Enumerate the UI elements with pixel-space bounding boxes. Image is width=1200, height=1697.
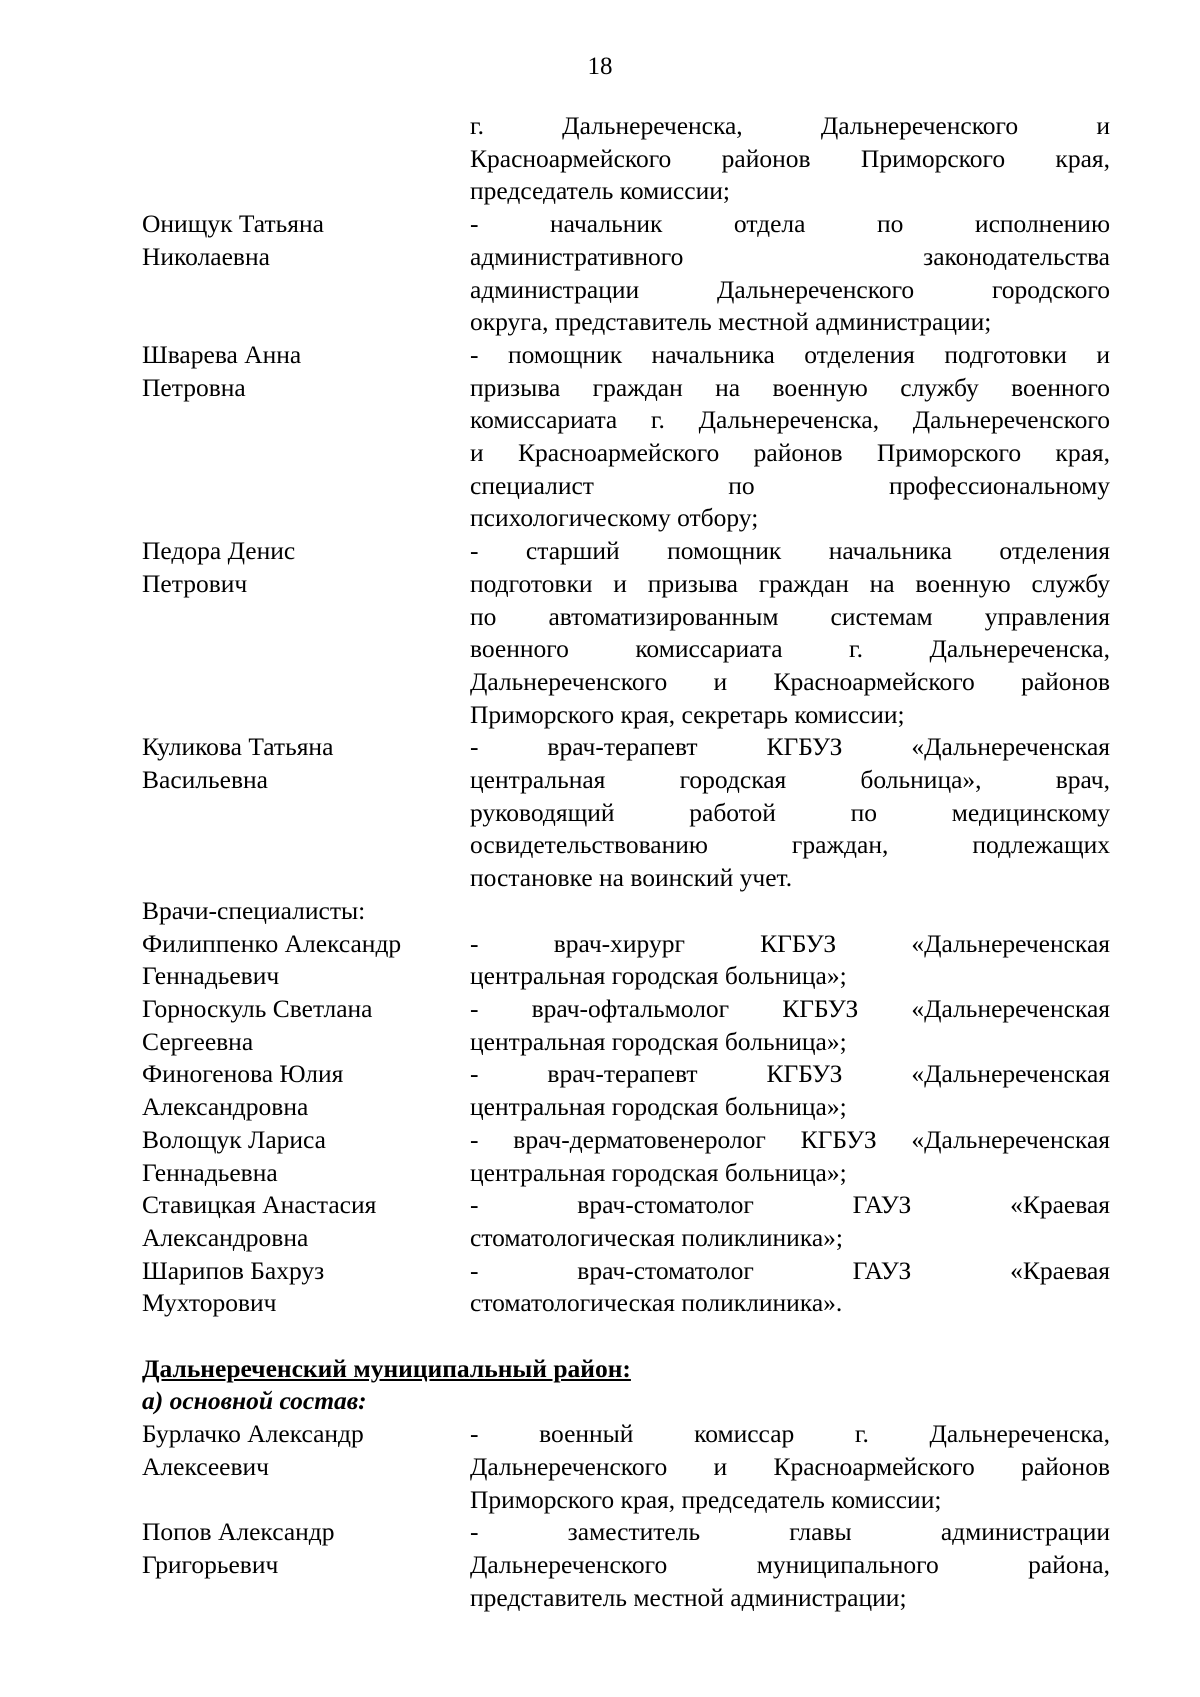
member-description-line: административного законодательства [470,241,1110,271]
member-name-line: Филиппенко Александр [142,928,402,958]
member-description-line: Дальнереченского и Красноармейского районов [470,1451,1110,1481]
member-description [470,1124,1110,1189]
member-description-line: - военный комиссар г. Дальнереченска, [470,1419,1110,1449]
subheading: а) основной состав: [142,1386,367,1416]
member-name-line: Волощук Лариса [142,1124,327,1154]
member-description [470,731,1110,895]
member-name-line: Григорьевич [142,1549,279,1579]
member-description-line: - начальник отдела по исполнению [470,209,1110,239]
member-description-line: - заместитель главы администрации [470,1517,1110,1547]
member-name-line: Попов Александр [142,1517,335,1547]
member-row [142,1189,1110,1254]
member-row [142,1418,1110,1516]
member-description-line: представитель местной администрации; [470,1582,907,1612]
member-description-line: Дальнереченского и Красноармейского районов [470,666,1110,696]
member-name [142,1189,470,1254]
member-description-line: стоматологическая поликлиника»; [470,1222,843,1252]
member-name-line: Александровна [142,1222,309,1252]
member-name-line: Мухторович [142,1288,277,1318]
member-name-line: Педора Денис [142,536,296,566]
member-name-line: Финогенова Юлия [142,1059,344,1089]
member-name [142,1058,470,1123]
member-description-line: психологическому отбору; [470,503,759,533]
member-row [142,1516,1110,1614]
member-description-line: руководящий работой по медицинскому [470,797,1110,827]
member-description-line: центральная городская больница»; [470,1157,847,1187]
member-name [142,535,470,731]
member-description [470,1255,1110,1320]
member-name-line: Петрович [142,568,248,598]
member-description-line: военного комиссариата г. Дальнереченска, [470,634,1110,664]
section-spacer [142,1320,1110,1353]
member-description-line: центральная городская больница», врач, [470,765,1110,795]
member-description-line: - врач-офтальмолог КГБУЗ «Дальнереченская [470,993,1110,1023]
member-row [142,731,1110,895]
member-name-line: Шварева Анна [142,339,302,369]
member-row [142,535,1110,731]
member-description-line: г. Дальнереченска, Дальнереченского и [470,111,1110,140]
member-description-line: призыва граждан на военную службу военного [470,372,1110,402]
member-row [142,1124,1110,1189]
member-description-line: - врач-стоматолог ГАУЗ «Краевая [470,1190,1110,1220]
member-description-line: комиссариата г. Дальнереченска, Дальнереченского [470,405,1110,435]
member-description-line: подготовки и призыва граждан на военную службу [470,568,1110,598]
member-description [470,1189,1110,1254]
specialists-group [142,928,1110,1320]
member-row [142,339,1110,535]
member-name-line: Сергеевна [142,1026,254,1056]
member-description-line: и Красноармейского районов Приморского края, [470,438,1110,468]
member-row [142,208,1110,339]
member-description-line: Приморского края, секретарь комиссии; [470,699,905,729]
member-name-line: Шарипов Бахруз [142,1255,325,1285]
member-description [470,1516,1110,1614]
member-description-line: - врач-хирург КГБУЗ «Дальнереченская [470,928,1110,958]
member-description-line: округа, представитель местной администрации; [470,307,992,337]
member-name-line: Ставицкая Анастасия [142,1190,377,1220]
member-name-line: Онищук Татьяна [142,209,324,239]
member-name-line: Геннадьевна [142,1157,278,1187]
member-name [142,1255,470,1320]
member-description-line: - врач-терапевт КГБУЗ «Дальнереченская [470,1059,1110,1089]
member-description-line: постановке на воинский учет. [470,863,793,893]
specialists-label-row [142,895,1110,928]
member-description [470,535,1110,731]
member-description-line: Дальнереченского муниципального района, [470,1549,1110,1579]
member-description-line: председатель комиссии; [470,176,730,206]
member-description [470,1418,1110,1516]
intro-name-placeholder [142,110,470,208]
member-description [470,208,1110,339]
member-name [142,1418,470,1516]
member-name-line: Васильевна [142,765,268,795]
member-name [142,928,470,993]
member-description-line: специалист по профессиональному [470,470,1110,500]
specialists-label: Врачи-специалисты: [142,895,366,925]
section-heading: Дальнереченский муниципальный район: [142,1353,631,1383]
member-row [142,1255,1110,1320]
member-name [142,993,470,1058]
member-description [470,928,1110,993]
member-name [142,208,470,339]
member-name [142,1124,470,1189]
member-description-line: - врач-дерматовенеролог КГБУЗ «Дальнереченская [470,1124,1110,1154]
member-name-line: Горноскуль Светлана [142,993,373,1023]
page-number: 18 [587,53,613,80]
intro-description [470,110,1110,208]
member-description-line: Красноармейского районов Приморского края, [470,143,1110,173]
member-description-line: администрации Дальнереченского городского [470,274,1110,304]
member-description [470,339,1110,535]
member-row [142,1058,1110,1123]
member-name-line: Александровна [142,1092,309,1122]
member-description [470,1058,1110,1123]
member-row [142,928,1110,993]
member-name [142,339,470,535]
member-name-line: Петровна [142,372,246,402]
member-description-line: - помощник начальника отделения подготовки и [470,339,1110,369]
member-description-line: центральная городская больница»; [470,1092,847,1122]
member-name [142,1516,470,1614]
member-row [142,993,1110,1058]
member-description-line: стоматологическая поликлиника». [470,1288,843,1318]
member-name-line: Алексеевич [142,1451,269,1481]
member-description-line: по автоматизированным системам управления [470,601,1110,631]
member-description-line: - врач-терапевт КГБУЗ «Дальнереченская [470,732,1110,762]
member-description-line: освидетельствованию граждан, подлежащих [470,830,1110,860]
member-name-line: Бурлачко Александр [142,1419,364,1449]
member-name-line: Геннадьевич [142,961,280,991]
member-description-line: центральная городская больница»; [470,961,847,991]
document-body [142,110,1110,1614]
member-description-line: Приморского края, председатель комиссии; [470,1484,942,1514]
member-description-line: центральная городская больница»; [470,1026,847,1056]
member-description-line: - врач-стоматолог ГАУЗ «Краевая [470,1255,1110,1285]
member-description [470,993,1110,1058]
member-name [142,731,470,895]
members-group-1 [142,208,1110,895]
member-name-line: Куликова Татьяна [142,732,334,762]
member-name-line: Николаевна [142,241,270,271]
intro-row [142,110,1110,208]
members-group-2 [142,1418,1110,1614]
member-description-line: - старший помощник начальника отделения [470,536,1110,566]
